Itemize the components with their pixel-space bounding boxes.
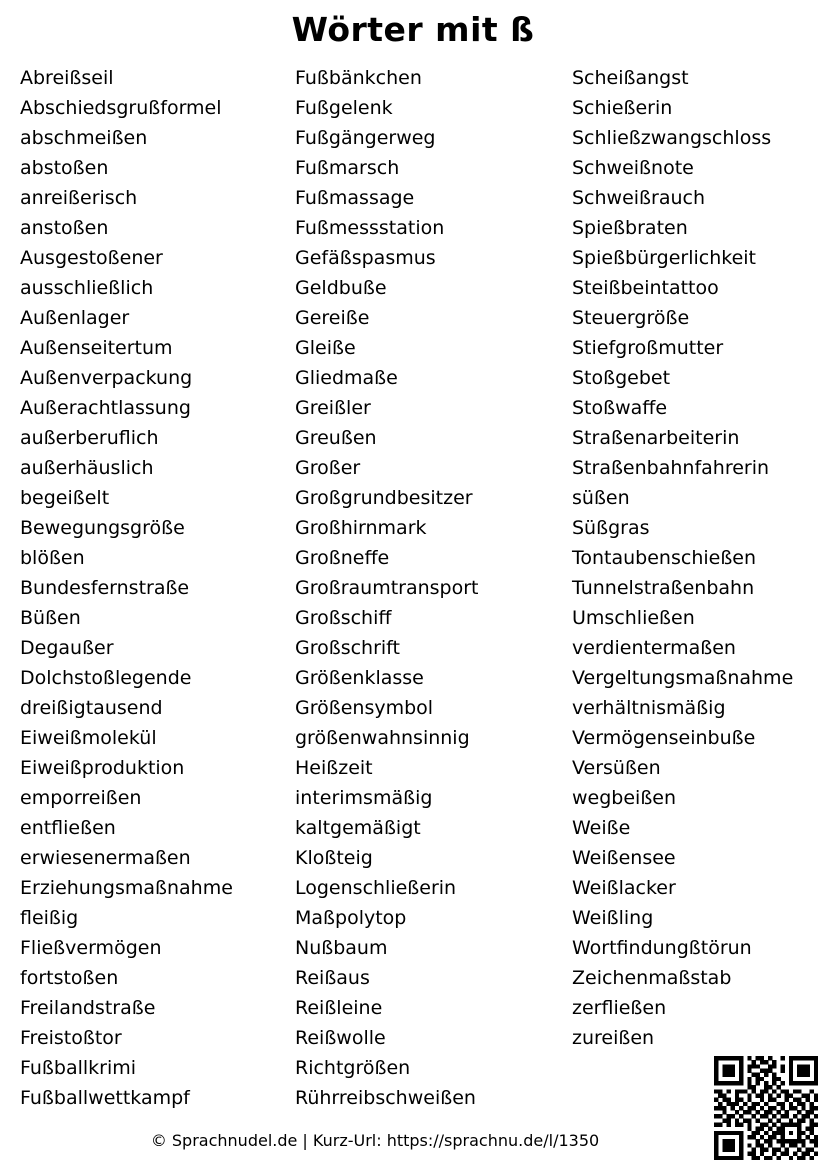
word-item: Außerachtlassung	[20, 397, 191, 419]
word-item: verdientermaßen	[572, 637, 736, 659]
word-item: Spießbraten	[572, 217, 688, 239]
word-item: dreißigtausend	[20, 697, 163, 719]
word-item: Büßen	[20, 607, 81, 629]
word-item: Fußballwettkampf	[20, 1087, 190, 1109]
word-item: erwiesenermaßen	[20, 847, 191, 869]
word-item: Größenklasse	[295, 667, 424, 689]
word-item: Bewegungsgröße	[20, 517, 185, 539]
word-item: verhältnismäßig	[572, 697, 726, 719]
word-item: Gliedmaße	[295, 367, 398, 389]
word-item: Weißling	[572, 907, 654, 929]
word-item: Großgrundbesitzer	[295, 487, 473, 509]
word-item: Schweißnote	[572, 157, 694, 179]
word-item: außerhäuslich	[20, 457, 154, 479]
word-item: interimsmäßig	[295, 787, 433, 809]
word-item: Stiefgroßmutter	[572, 337, 724, 359]
word-item: abschmeißen	[20, 127, 148, 149]
word-item: Reißaus	[295, 967, 370, 989]
word-item: Gereiße	[295, 307, 370, 329]
word-item: ausschließlich	[20, 277, 154, 299]
word-item: Steuergröße	[572, 307, 690, 329]
word-item: Fußmarsch	[295, 157, 400, 179]
word-item: Bundesfernstraße	[20, 577, 190, 599]
word-item: kaltgemäßigt	[295, 817, 421, 839]
word-item: Freistoßtor	[20, 1027, 122, 1049]
word-item: Kloßteig	[295, 847, 373, 869]
word-item: Straßenbahnfahrerin	[572, 457, 770, 479]
word-item: Tunnelstraßenbahn	[572, 577, 755, 599]
word-item: Dolchstoßlegende	[20, 667, 192, 689]
word-item: zureißen	[572, 1027, 655, 1049]
word-item: Stoßwaffe	[572, 397, 668, 419]
word-item: Umschließen	[572, 607, 695, 629]
word-item: blößen	[20, 547, 85, 569]
qr-code	[714, 1056, 818, 1160]
word-item: außerberuflich	[20, 427, 159, 449]
word-item: größenwahnsinnig	[295, 727, 470, 749]
word-item: abstoßen	[20, 157, 109, 179]
word-item: Gleiße	[295, 337, 356, 359]
word-item: Fußmessstation	[295, 217, 445, 239]
word-item: Außenverpackung	[20, 367, 193, 389]
word-item: Fußbänkchen	[295, 67, 422, 89]
word-item: Reißwolle	[295, 1027, 386, 1049]
word-item: Logenschließerin	[295, 877, 457, 899]
word-item: anreißerisch	[20, 187, 138, 209]
word-item: süßen	[572, 487, 630, 509]
word-item: Fußgängerweg	[295, 127, 436, 149]
word-item: Tontaubenschießen	[572, 547, 757, 569]
word-item: Schießerin	[572, 97, 673, 119]
word-item: Nußbaum	[295, 937, 388, 959]
word-item: Fußgelenk	[295, 97, 393, 119]
page-title: Wörter mit ß	[291, 10, 535, 49]
word-column-1	[20, 63, 292, 1113]
qr-code-image	[714, 1056, 818, 1160]
word-item: Richtgrößen	[295, 1057, 411, 1079]
word-item: Erziehungsmaßnahme	[20, 877, 233, 899]
word-item: begeißelt	[20, 487, 110, 509]
word-item: Größensymbol	[295, 697, 434, 719]
word-item: Greußen	[295, 427, 377, 449]
word-item: emporreißen	[20, 787, 142, 809]
word-item: Rührreibschweißen	[295, 1087, 476, 1109]
word-item: Vermögenseinbuße	[572, 727, 756, 749]
word-item: Weißlacker	[572, 877, 676, 899]
word-item: Abschiedsgrußformel	[20, 97, 222, 119]
word-item: anstoßen	[20, 217, 109, 239]
word-item: Steißbeintattoo	[572, 277, 719, 299]
word-item: Fußballkrimi	[20, 1057, 137, 1079]
word-item: Ausgestoßener	[20, 247, 163, 269]
word-item: Degaußer	[20, 637, 114, 659]
word-item: Vergeltungsmaßnahme	[572, 667, 794, 689]
word-item: Geldbuße	[295, 277, 387, 299]
word-item: Eiweißproduktion	[20, 757, 185, 779]
word-item: Eiweißmolekül	[20, 727, 157, 749]
word-item: Weißensee	[572, 847, 676, 869]
word-item: Weiße	[572, 817, 631, 839]
word-item: Freilandstraße	[20, 997, 156, 1019]
word-item: Großhirnmark	[295, 517, 427, 539]
word-item: zerfließen	[572, 997, 667, 1019]
word-item: Fußmassage	[295, 187, 415, 209]
word-item: fleißig	[20, 907, 79, 929]
word-item: Versüßen	[572, 757, 661, 779]
word-item: Fließvermögen	[20, 937, 162, 959]
word-item: Schweißrauch	[572, 187, 706, 209]
word-item: Großraumtransport	[295, 577, 479, 599]
word-item: Spießbürgerlichkeit	[572, 247, 756, 269]
word-column-3	[572, 63, 826, 1053]
word-column-2	[295, 63, 567, 1113]
word-item: Gefäßspasmus	[295, 247, 436, 269]
word-item: Großschiff	[295, 607, 392, 629]
word-item: Großer	[295, 457, 361, 479]
word-item: Stoßgebet	[572, 367, 671, 389]
word-item: Greißler	[295, 397, 371, 419]
word-item: Zeichenmaßstab	[572, 967, 732, 989]
word-item: Heißzeit	[295, 757, 373, 779]
word-item: wegbeißen	[572, 787, 677, 809]
word-item: Außenseitertum	[20, 337, 173, 359]
word-item: Maßpolytop	[295, 907, 407, 929]
word-item: Großneffe	[295, 547, 390, 569]
word-item: Süßgras	[572, 517, 650, 539]
word-item: Abreißseil	[20, 67, 114, 89]
word-item: Wortfindungßtörun	[572, 937, 752, 959]
word-item: Straßenarbeiterin	[572, 427, 740, 449]
word-item: entfließen	[20, 817, 116, 839]
word-item: Reißleine	[295, 997, 383, 1019]
word-item: Schließzwangschloss	[572, 127, 772, 149]
word-item: Großschrift	[295, 637, 400, 659]
word-item: Außenlager	[20, 307, 130, 329]
word-item: fortstoßen	[20, 967, 119, 989]
word-item: Scheißangst	[572, 67, 689, 89]
footer-text: © Sprachnudel.de | Kurz-Url: https://sprachnu.de/l/1350	[150, 1131, 600, 1150]
